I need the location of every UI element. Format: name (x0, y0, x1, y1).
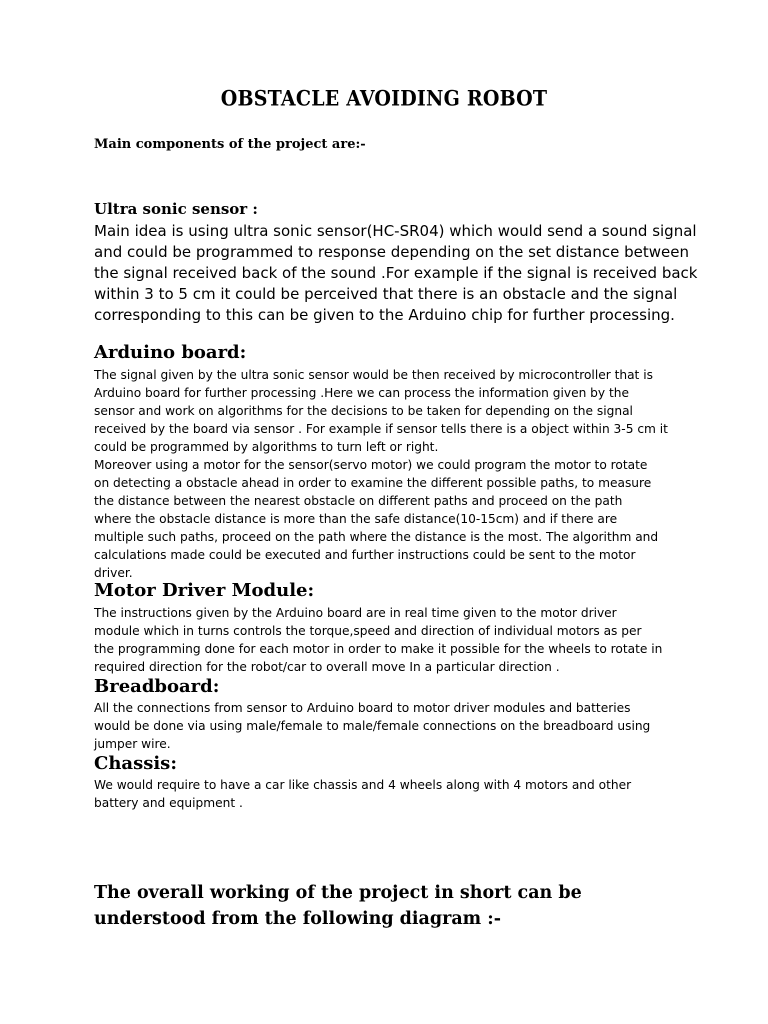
text-line: multiple such paths, proceed on the path where the distance is the most. The algorithm and (94, 530, 659, 544)
text-line: battery and equipment . (94, 796, 243, 810)
text-line: driver. (94, 566, 133, 580)
section-heading-chassis: Chassis: (94, 753, 177, 774)
closing-line: understood from the following diagram :- (94, 909, 501, 929)
text-line: required direction for the robot/car to overall move In a particular direction . (94, 660, 560, 674)
text-line: corresponding to this can be given to the Arduino chip for further processing. (94, 306, 675, 324)
text-line: Main idea is using ultra sonic sensor(HC-SR04) which would send a sound signal (94, 222, 697, 240)
section-body-motor-driver-module (94, 604, 682, 676)
text-line: would be done via using male/female to male/female connections on the breadboard using (94, 719, 651, 733)
document-title: OBSTACLE AVOIDING ROBOT (220, 86, 548, 112)
document-subtitle: Main components of the project are:- (94, 137, 366, 152)
text-line: on detecting a obstacle ahead in order to examine the different possible paths, to measure (94, 476, 652, 490)
text-line: sensor and work on algorithms for the decisions to be taken for depending on the signal (94, 404, 633, 418)
text-line: Arduino board for further processing .Here we can process the information given by the (94, 386, 630, 400)
section-body-breadboard (94, 699, 682, 753)
text-line: The signal given by the ultra sonic sensor would be then received by microcontroller that is (94, 368, 653, 382)
section-heading-motor-driver-module: Motor Driver Module: (94, 580, 315, 601)
section-heading-ultrasonic-sensor: Ultra sonic sensor : (94, 200, 258, 218)
text-line: could be programmed by algorithms to turn left or right. (94, 440, 439, 454)
text-line: calculations made could be executed and further instructions could be sent to the motor (94, 548, 636, 562)
text-line: where the obstacle distance is more than the safe distance(10-15cm) and if there are (94, 512, 618, 526)
section-body-chassis (94, 776, 682, 812)
section-body-arduino-board (94, 366, 682, 582)
section-heading-arduino-board: Arduino board: (94, 342, 247, 363)
closing-statement (94, 880, 694, 932)
text-line: module which in turns controls the torque,speed and direction of individual motors as per (94, 624, 642, 638)
text-line: We would require to have a car like chassis and 4 wheels along with 4 motors and other (94, 778, 632, 792)
text-line: the signal received back of the sound .For example if the signal is received back (94, 264, 698, 282)
section-body-ultrasonic-sensor (94, 221, 698, 326)
text-line: All the connections from sensor to Arduino board to motor driver modules and batteries (94, 701, 631, 715)
text-line: the distance between the nearest obstacle on different paths and proceed on the path (94, 494, 623, 508)
text-line: jumper wire. (94, 737, 171, 751)
closing-line: The overall working of the project in short can be (94, 883, 582, 903)
text-line: and could be programmed to response depending on the set distance between (94, 243, 689, 261)
text-line: the programming done for each motor in order to make it possible for the wheels to rotate in (94, 642, 663, 656)
text-line: received by the board via sensor . For example if sensor tells there is a object within 3-5 cm it (94, 422, 668, 436)
text-line: within 3 to 5 cm it could be perceived that there is an obstacle and the signal (94, 285, 678, 303)
text-line: Moreover using a motor for the sensor(servo motor) we could program the motor to rotate (94, 458, 648, 472)
section-heading-breadboard: Breadboard: (94, 676, 220, 697)
text-line: The instructions given by the Arduino board are in real time given to the motor driver (94, 606, 617, 620)
